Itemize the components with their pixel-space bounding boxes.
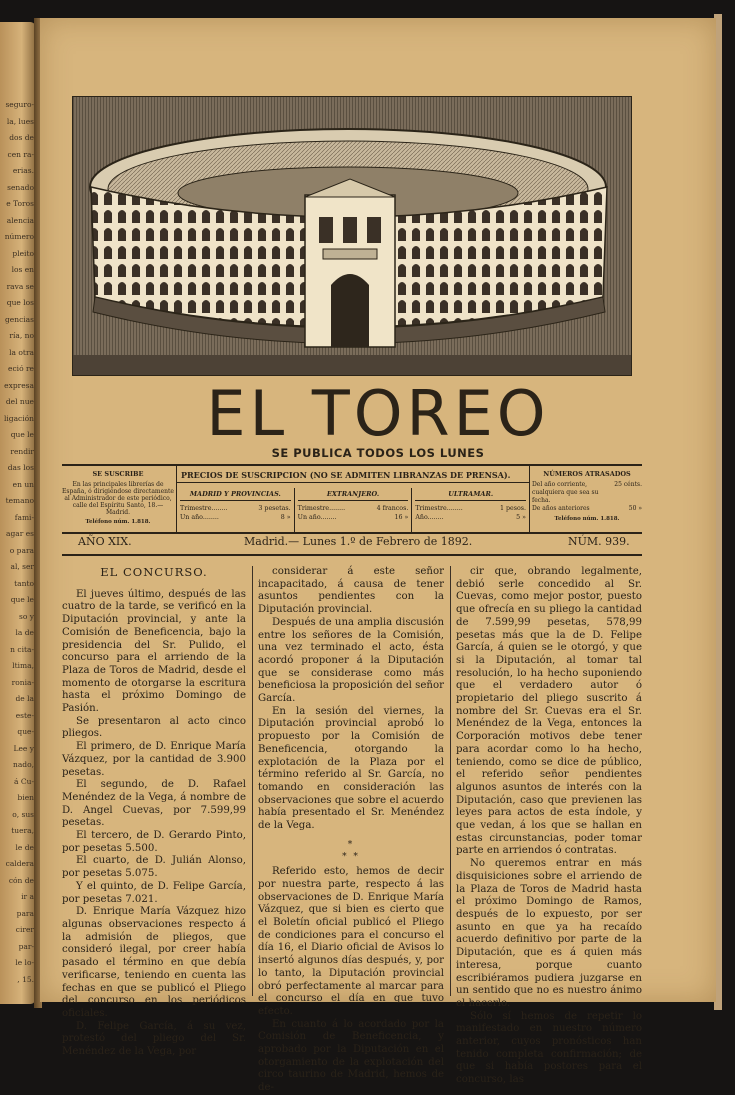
- article-column-1: [62, 566, 246, 1059]
- previous-page-text-fragment: de la: [15, 694, 34, 703]
- column-1-paragraphs: [62, 589, 246, 1059]
- article-paragraph: cir que, obrando legalmente, debió serle concedido al Sr. Cuevas, como mejor postor, puesto que ofrecía en su pliego la cantidad de 7.599,99 pesetas, 578,99 pesetas más que la de D. Felipe García, á quien se le otorgó, y que si la Diputación, al tomar tal resolución, lo ha hecho suponiendo que el verdadero autor ó propietario del pliego suscrito á nombre del Sr. Cuevas era el Sr. Menéndez de la Vega, entonces la Corporación motivos debe tener para acordar como lo ha hecho, teniendo, como se dice de público, el referido señor pendientes algunos asuntos de interés con la Diputación, caso que previenen las leyes para actos de esta índole, y que vedan, á los que se hallan en estas circunstancias, poder tomar parte en arriendos ó contratas.: [456, 566, 642, 857]
- masthead-title: EL TOREO: [206, 377, 550, 450]
- article-paragraph: En cuanto á lo acordado por la Comisión de Beneficencia, y aprobado por la Diputación en el otorgamiento de la explotación del circo taurino de Madrid, hemos de de-: [258, 1018, 444, 1094]
- previous-page-text-fragment: cen ra-: [7, 149, 34, 159]
- article-paragraph: D. Enrique María Vázquez hizo algunas observaciones respecto á la admisión de pliegos, que consideró ilegal, por creer había pasado el término en que debía verificarse, teniendo en cuenta las fechas en que se publicó el Pliego del concurso en los periódicos oficiales.: [62, 906, 246, 1019]
- price-row: [298, 504, 409, 513]
- price-row: [180, 504, 291, 513]
- bullring-illustration: [72, 96, 632, 376]
- previous-page-text-fragment: erias.: [12, 166, 34, 175]
- previous-page-text-fragment: que los: [6, 298, 34, 307]
- back-issue-label: De años anteriores: [532, 505, 590, 512]
- article-paragraph: El segundo, de D. Rafael Menéndez de la Vega, á nombre de D. Angel Cuevas, por 7.599,99 pesetas.: [62, 779, 246, 829]
- price-column-title: EXTRANJERO.: [298, 490, 409, 501]
- previous-page-text-fragment: cirer: [15, 925, 34, 934]
- previous-page-text-fragment: á Cu-: [14, 776, 34, 786]
- subscribe-text: En las principales librerías de España, ó dirigiéndose directamente al Administrador de este periódico, calle del Espíritu Santo, 18.—Madrid.: [62, 481, 174, 516]
- previous-page-text-fragment: temano: [5, 496, 34, 505]
- previous-page-text-fragment: en un: [12, 479, 34, 489]
- article-paragraph: Se presentaron al acto cinco pliegos.: [62, 715, 246, 740]
- back-issues: [532, 470, 642, 522]
- previous-page-text-fragment: ir a: [21, 892, 34, 901]
- back-issue-price: 25 cénts.: [614, 481, 642, 488]
- previous-page-text-fragment: cón de: [8, 875, 34, 885]
- back-issues-telephone: Teléfono núm. 1.818.: [554, 516, 620, 522]
- article-paragraph: El primero, de D. Enrique María Vázquez, por la cantidad de 3.900 pesetas.: [62, 741, 246, 778]
- price-amount: 3 pesetas.: [258, 505, 291, 512]
- price-period: Trimestre........: [180, 505, 228, 512]
- price-column: [295, 488, 413, 532]
- previous-page-text-fragment: seguro-: [5, 100, 34, 109]
- previous-page-text-fragment: nado,: [12, 760, 34, 769]
- dateline: [62, 532, 642, 556]
- previous-page-text-fragment: senado: [7, 182, 34, 192]
- year-label: AÑO XIX.: [78, 535, 132, 548]
- article-paragraph: No queremos entrar en más disquisiciones sobre el arriendo de la Plaza de Toros de Madrid hasta el próximo Domingo de Ramos, después de lo expuesto, por ser asunto en que ya ha recaído acuerdo definitivo por parte de la Diputación, que es á quien más interesa, porque cuanto escribiéramos pudiera juzgarse en un sentido que no es nuestro ánimo el hacerlo.: [456, 858, 642, 1009]
- back-issue-price: 50 »: [628, 505, 642, 512]
- previous-page-text-fragment: caldera: [5, 859, 34, 868]
- previous-page-text-fragment: gencias: [5, 314, 34, 324]
- subscribe-title: SE SUSCRIBE: [92, 470, 144, 478]
- price-column: [412, 488, 529, 532]
- price-row: [415, 513, 526, 522]
- previous-page-text-fragment: que-: [17, 727, 34, 736]
- back-issue-row: [532, 505, 642, 513]
- column-divider: [450, 566, 451, 996]
- previous-page-text-fragment: rava se: [6, 281, 34, 291]
- previous-page-text-fragment: la otra: [9, 347, 34, 357]
- price-column-title: ULTRAMAR.: [415, 490, 526, 501]
- previous-page-text-fragment: la de: [15, 628, 34, 637]
- masthead-tagline: SE PUBLICA TODOS LOS LUNES: [271, 446, 485, 460]
- price-period: Trimestre........: [415, 505, 463, 512]
- previous-page-text-fragment: fami-: [14, 512, 34, 522]
- price-amount: 8 »: [280, 514, 291, 521]
- previous-page-text-fragment: o para: [9, 545, 34, 555]
- previous-page-text-fragment: expresa: [4, 380, 34, 390]
- column-3-paragraphs: [456, 566, 642, 1087]
- price-period: Un año........: [180, 514, 219, 521]
- article-paragraph: El cuarto, de D. Julián Alonso, por pesetas 5.075.: [62, 855, 246, 880]
- previous-page-text-fragment: le de: [15, 842, 34, 852]
- article-paragraph: Sólo sí hemos de repetir lo manifestado en nuestro número anterior, cuyos pronósticos han tenido completa confirmación; de que si había postores para el concurso, las: [456, 1010, 642, 1086]
- article-column-2: [258, 566, 444, 1095]
- previous-page-text-fragment: del nue: [5, 397, 34, 406]
- newspaper-page: [40, 18, 716, 1094]
- price-amount: 4 francos.: [376, 505, 409, 512]
- article-paragraph: Referido esto, hemos de decir por nuestra parte, respecto á las observaciones de D. Enrique María Vázquez, que si bien es cierto que el Boletín oficial publicó el Pliego de condiciones para el concurso el día 16, el Diario oficial de Avisos lo insertó algunos días después, y, por lo tanto, la Diputación provincial obró perfectamente al marcar para el concurso el día en que tuvo efecto.: [258, 866, 444, 1017]
- article-paragraph: D. Felipe García, á su vez, protestó del pliego del Sr. Menéndez de la Vega, por: [62, 1020, 246, 1058]
- prices-heading: PRECIOS DE SUSCRIPCION (NO SE ADMITEN LIBRANZAS DE PRENSA).: [177, 466, 529, 483]
- previous-page-text-fragment: para: [16, 908, 34, 918]
- previous-page-text-fragment: eció re: [8, 364, 34, 373]
- previous-page-text-fragment: tuera,: [11, 826, 34, 835]
- article-paragraph: Después de una amplia discusión entre los señores de la Comisión, una vez terminado el acto, ésta acordó proponer á la Diputación que se considerase como más beneficiosa la proposición del señor García.: [258, 616, 444, 705]
- back-issue-label: Del año corriente, cualquiera que sea su fecha.: [532, 481, 599, 504]
- previous-page-text-fragment: so y: [19, 611, 34, 621]
- previous-page-text-fragment: e Toros: [6, 199, 34, 208]
- subscribe-info: [62, 470, 174, 525]
- previous-page-text-fragment: que le: [10, 595, 34, 604]
- article-title: EL CONCURSO.: [100, 565, 208, 579]
- previous-page-text-fragment: par-: [18, 941, 34, 951]
- price-column: [177, 488, 295, 532]
- price-amount: 1 pesos.: [499, 505, 527, 512]
- previous-page-text-fragment: la, lues: [6, 116, 34, 126]
- previous-page-text-fragment: , 15.: [17, 974, 34, 984]
- subscription-box: [62, 464, 642, 534]
- subscription-prices: [176, 466, 530, 532]
- previous-page-text-fragment: los en: [11, 265, 34, 274]
- previous-page-text-fragment: bien: [17, 793, 34, 802]
- article-paragraph: El tercero, de D. Gerardo Pinto, por pesetas 5.500.: [62, 830, 246, 854]
- previous-page-text-fragment: número: [4, 232, 34, 241]
- previous-page-text-fragment: alencia: [6, 215, 34, 225]
- previous-page-text-fragment: ronia-: [11, 677, 34, 687]
- previous-page-text-fragment: pleito: [12, 248, 34, 258]
- previous-page-text-fragment: ría, no: [9, 331, 34, 340]
- article-column-3: [456, 566, 642, 1087]
- asterism: * * *: [342, 839, 360, 863]
- previous-page-text-fragment: ligación: [3, 413, 34, 423]
- price-period: Año........: [415, 514, 444, 521]
- article-paragraph: El jueves último, después de las cuatro de la tarde, se verificó en la Diputación provincial, y ante la Comisión de Beneficencia, bajo la presidencia del Sr. Pulido, el concurso para el arriendo de la Plaza de Toros de Madrid, desde el momento de otorgarse la escritura hasta el próximo Domingo de Pasión.: [62, 588, 246, 715]
- column-divider: [252, 566, 253, 996]
- issue-number: NÚM. 939.: [568, 535, 630, 548]
- previous-page-text-fragment: este-: [15, 710, 34, 720]
- previous-page-text-fragment: ltima,: [12, 661, 34, 670]
- article-paragraph: Y el quinto, de D. Felipe García, por pesetas 7.021.: [62, 880, 246, 905]
- telephone-number: Teléfono núm. 1.818.: [85, 519, 151, 525]
- article-paragraph: En la sesión del viernes, la Diputación provincial aprobó lo propuesto por la Comisión de Beneficencia, otorgando la explotación de la Plaza por el término referido al Sr. García, no tomando en consideración las observaciones que sobre el acuerdo había presentado el Sr. Menéndez de la Vega.: [258, 705, 444, 832]
- previous-page-text-fragment: Lee y: [13, 743, 34, 753]
- previous-page-text-fragment: o, sus: [12, 809, 34, 819]
- previous-page-text-fragment: que le: [10, 430, 34, 439]
- price-period: Trimestre........: [297, 505, 346, 512]
- price-column-title: MADRID Y PROVINCIAS.: [180, 490, 291, 501]
- article-paragraph: considerar á este señor incapacitado, á causa de tener asuntos pendientes con la Diputación provincial.: [258, 566, 444, 616]
- column-2-paragraphs-b: [258, 866, 444, 1095]
- previous-page-text-fragment: dos de: [9, 133, 34, 142]
- price-amount: 5 »: [516, 514, 527, 521]
- previous-page-edge: [0, 22, 36, 1004]
- price-row: [298, 513, 409, 522]
- back-issue-row: [532, 481, 642, 505]
- issue-date: Madrid.— Lunes 1.º de Febrero de 1892.: [244, 535, 473, 548]
- previous-page-text-fragment: rendir: [10, 446, 34, 456]
- previous-page-text-fragment: al, ser: [10, 562, 34, 571]
- previous-page-text-fragment: n cita-: [10, 644, 34, 654]
- column-2-paragraphs-a: [258, 566, 444, 833]
- back-issues-title: NÚMEROS ATRASADOS: [543, 470, 631, 478]
- price-amount: 16 »: [394, 514, 409, 521]
- price-period: Un año........: [297, 514, 337, 521]
- previous-page-text-fragment: le lo-: [15, 958, 34, 967]
- previous-page-text-fragment: agar es: [5, 529, 34, 538]
- price-row: [180, 513, 291, 522]
- previous-page-text-fragment: tanto: [14, 578, 34, 588]
- previous-page-text-fragment: das los: [7, 463, 34, 472]
- price-row: [415, 504, 526, 513]
- prices-columns: [177, 488, 529, 532]
